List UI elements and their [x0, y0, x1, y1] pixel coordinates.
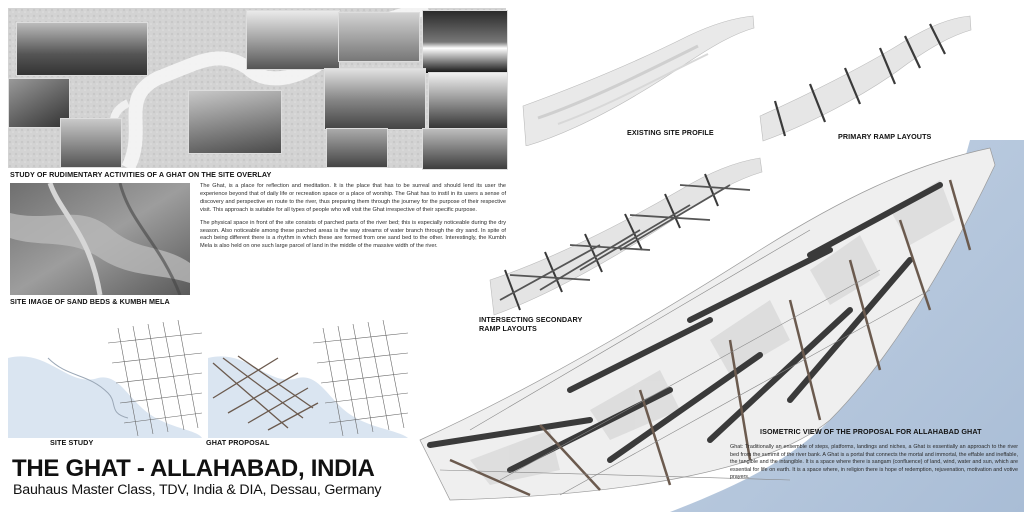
caption-study-activities: STUDY OF RUDIMENTARY ACTIVITIES OF A GHAT ON THE SITE OVERLAY	[10, 170, 272, 179]
photo-pilgrims	[326, 128, 388, 168]
caption-secondary-ramp-2: RAMP LAYOUTS	[479, 324, 537, 333]
photo-ghat-steps	[188, 90, 282, 154]
page-subtitle: Bauhaus Master Class, TDV, India & DIA, Dessau, Germany	[13, 482, 382, 498]
photo-people-river	[246, 10, 340, 70]
primary-ramp-model	[755, 6, 975, 146]
photo-figures	[338, 12, 420, 62]
caption-existing-profile: EXISTING SITE PROFILE	[627, 128, 714, 137]
photo-boat-canopy	[428, 72, 508, 130]
paragraph-physical-space: The physical space in front of the site consists of parched parts of the river bed; this is especially noticeable during the dry season. Also noticeable among these parched areas is the way streams of water branch through the dry sand. In spite of each being different there is a rhythm in which these are formed from one sand bed to the other. Interestingly, the Kumbh Mela is also held on one such large parcel of land in the middle of the massive width of the river.	[200, 219, 506, 250]
paragraph-ghat-purpose: The Ghat, is a place for reflection and meditation. It is the place that has to be surreal and should lend its user the experience beyond that of daily life or recreation space or a place of worship. The Ghat has to instil in its users a sense of discovery and perspective en route to the river, thus preparing them through the journey for the purpose of their respective visit. This approach is suitable for all types of people who will visit the Ghat irrespective of their specific purpose.	[200, 183, 506, 213]
site-image-satellite	[10, 183, 190, 295]
paragraph-ghat-definition: Ghat: Traditionally an ensemble of steps, platforms, landings and niches, a Ghat is essentially an approach to the river bed from the summit of the river bank. A Ghat is a portal that connects the mortal and immortal, the effable and ineffable, the tangible and the intangible. It is a space where there is sangam (confluence) of land, wind, water and sun, which are essential for life on earth. It is a space where, in religion there is hope of redemption, rejuvenation, motivation and votive prayers.	[730, 444, 1018, 481]
caption-site-study: SITE STUDY	[50, 438, 94, 447]
caption-secondary-ramp-1: INTERSECTING SECONDARY	[479, 315, 583, 324]
ghat-proposal-map	[208, 318, 408, 438]
caption-isometric: ISOMETRIC VIEW OF THE PROPOSAL FOR ALLAHABAD GHAT	[760, 427, 982, 436]
caption-ghat-proposal: GHAT PROPOSAL	[206, 438, 270, 447]
photo-night-ghat	[422, 10, 508, 74]
caption-site-image: SITE IMAGE OF SAND BEDS & KUMBH MELA	[10, 297, 170, 306]
page-title: THE GHAT - ALLAHABAD, INDIA	[12, 455, 375, 482]
caption-primary-ramp: PRIMARY RAMP LAYOUTS	[838, 132, 932, 141]
existing-site-profile-model	[518, 6, 758, 146]
photo-boats-river	[324, 68, 426, 130]
photo-bathers	[60, 118, 122, 168]
photo-boats	[16, 22, 148, 76]
site-study-map	[8, 318, 202, 438]
ghat-definition-text	[730, 444, 1018, 487]
